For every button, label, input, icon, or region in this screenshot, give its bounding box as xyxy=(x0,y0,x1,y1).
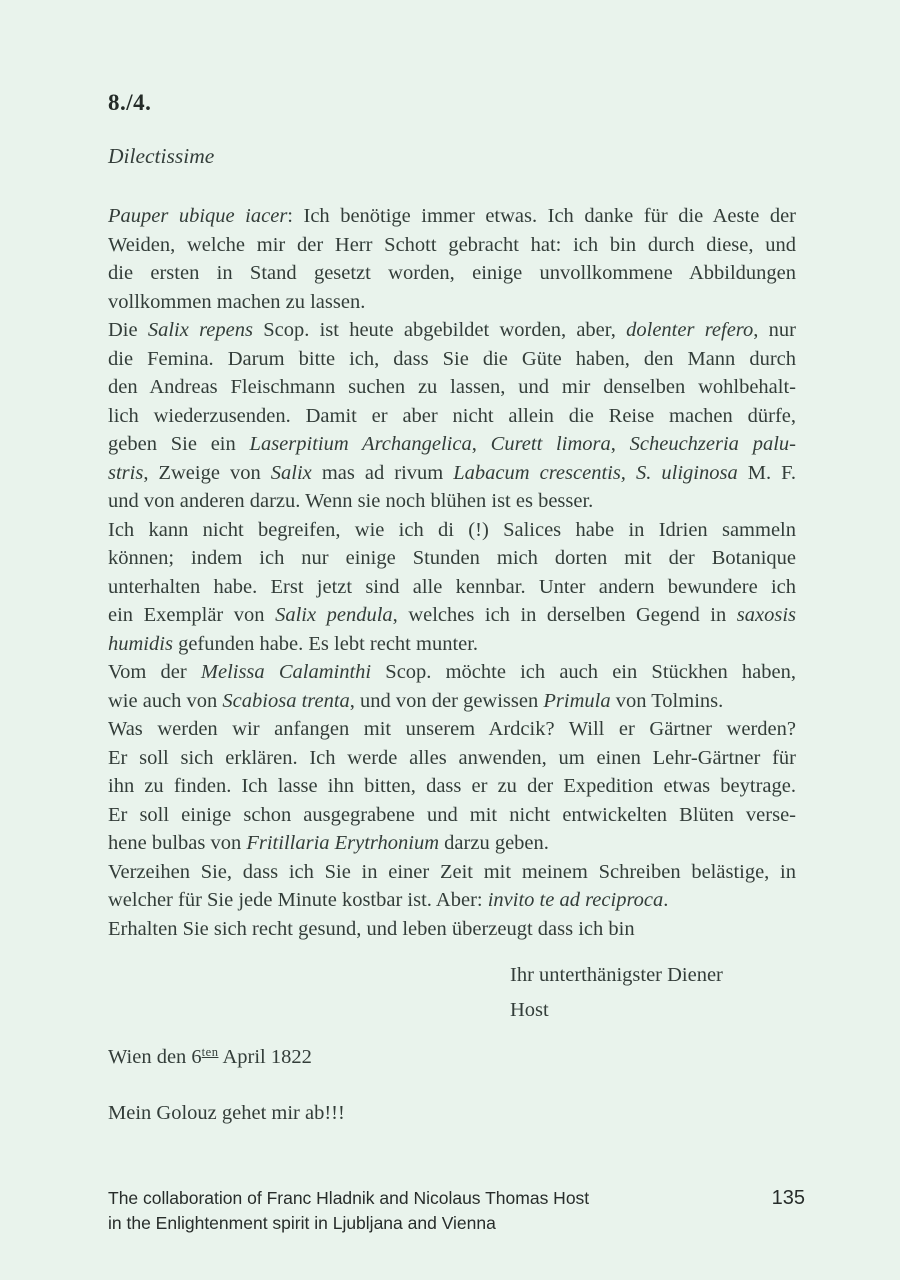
latin-term: Labacum crescentis, S. uliginosa xyxy=(453,461,738,484)
letter-line xyxy=(108,459,796,488)
letter-line xyxy=(108,858,796,887)
letter-line xyxy=(108,601,796,630)
letter-text: Die xyxy=(108,319,148,341)
letter-line xyxy=(108,772,796,801)
letter-text: ein Exemplär von xyxy=(108,604,276,626)
letter-text: mas ad rivum xyxy=(311,461,454,484)
letter-text: geben Sie ein xyxy=(108,433,250,455)
page-number: 135 xyxy=(771,1187,805,1209)
letter-text: , xyxy=(610,433,630,455)
letter-text: den Andreas Fleischmann suchen zu lassen, und mir denselben wohlbehalt- xyxy=(108,376,796,398)
letter-text: , welches ich in derselben Gegend in xyxy=(392,604,737,626)
letter-line xyxy=(108,487,796,516)
letter-text: vollkommen machen zu lassen. xyxy=(108,290,366,313)
latin-term: saxosis xyxy=(736,604,796,626)
signature-block xyxy=(510,958,723,1028)
letter-line xyxy=(108,516,796,545)
letter-text: Ich kann nicht begreifen, wie ich di (!) Salices habe in Idrien sammeln xyxy=(108,518,796,541)
letter-line xyxy=(108,345,796,374)
dateline xyxy=(108,1046,312,1069)
letter-text: können; indem ich nur einige Stunden mich dorten mit der Botanique xyxy=(108,547,796,569)
latin-term: stris xyxy=(108,461,144,484)
letter-line xyxy=(108,316,796,345)
letter-text: M. F. xyxy=(737,461,797,484)
letter-line xyxy=(108,801,796,830)
letter-line xyxy=(108,402,796,431)
latin-term: Fritillaria Erytrhonium xyxy=(246,832,440,854)
letter-line xyxy=(108,430,796,459)
letter-text: von Tolmins. xyxy=(610,689,724,712)
letter-text: Er soll einige schon ausgegrabene und mit nicht entwickelten Blüten verse- xyxy=(108,803,796,826)
letter-text: , xyxy=(471,433,491,455)
letter-salutation: Dilectissime xyxy=(108,144,215,168)
latin-term: invito te ad reciproca xyxy=(487,889,664,911)
letter-text: , nur xyxy=(753,319,796,341)
letter-text: lich wiederzusenden. Damit er aber nicht allein die Reise machen dürfe, xyxy=(108,404,796,427)
letter-text: Vom der xyxy=(108,661,201,683)
letter-text: ihn zu finden. Ich lasse ihn bitten, dass er zu der Expedition etwas beytrage. xyxy=(108,775,796,797)
letter-line xyxy=(108,829,796,858)
signature-closing: Ihr unterthänigster Diener xyxy=(510,964,723,986)
letter-text: welcher für Sie jede Minute kostbar ist. Aber: xyxy=(108,889,488,911)
page-footer xyxy=(108,1186,805,1236)
letter-text: darzu geben. xyxy=(439,832,549,854)
letter-text: wie auch von xyxy=(108,689,223,712)
dateline-text-post: April 1822 xyxy=(218,1046,312,1068)
letter-line xyxy=(108,687,796,716)
letter-line xyxy=(108,630,796,659)
letter-text: und von anderen darzu. Wenn sie noch blühen ist es besser. xyxy=(108,490,594,512)
letter-line xyxy=(108,544,796,573)
letter-line xyxy=(108,373,796,402)
letter-line xyxy=(108,202,796,231)
latin-term: Melissa Calaminthi xyxy=(200,661,372,683)
latin-term: Salix repens xyxy=(147,319,253,341)
letter-line xyxy=(108,658,796,687)
letter-text: die Femina. Darum bitte ich, dass Sie die Güte haben, den Mann durch xyxy=(108,347,796,370)
letter-text: , und von der gewissen xyxy=(349,689,544,712)
latin-term: dolenter refero xyxy=(626,319,754,341)
letter-text: . xyxy=(663,889,669,911)
footer-caption xyxy=(108,1186,589,1236)
dateline-text: Wien den 6 xyxy=(108,1046,202,1068)
letter-number-heading: 8./4. xyxy=(108,90,152,115)
letter-text: hene bulbas von xyxy=(108,832,247,854)
letter-line xyxy=(108,744,796,773)
letter-text: Verzeihen Sie, dass ich Sie in einer Zeit mit meinem Schreiben belästige, in xyxy=(108,860,796,883)
latin-term: Salix xyxy=(270,461,312,484)
letter-line xyxy=(108,288,796,317)
dateline-ordinal-suffix: ten xyxy=(201,1045,219,1059)
letter-text: die ersten in Stand gesetzt worden, einige unvollkommene Abbildungen xyxy=(108,262,796,284)
letter-line xyxy=(108,259,796,288)
letter-body xyxy=(108,202,796,943)
letter-text: Scop. ist heute abgebildet worden, aber, xyxy=(252,319,627,341)
letter-text: Was werden wir anfangen mit unserem Ardcik? Will er Gärtner werden? xyxy=(108,718,796,740)
letter-text: , Zweige von xyxy=(143,461,271,484)
letter-text: Er soll sich erklären. Ich werde alles anwenden, um einen Lehr-Gärtner für xyxy=(108,746,796,769)
latin-term: Scabiosa trenta xyxy=(222,689,350,712)
postscript-line: Mein Golouz gehet mir ab!!! xyxy=(108,1102,345,1124)
letter-line xyxy=(108,231,796,260)
latin-term: Salix pendula xyxy=(275,604,393,626)
letter-text: unterhalten habe. Erst jetzt sind alle kennbar. Unter andern bewundere ich xyxy=(108,575,796,598)
letter-text: gefunden habe. Es lebt recht munter. xyxy=(172,632,479,655)
latin-term: Scheuchzeria palu- xyxy=(629,433,796,455)
footer-caption-line-2: in the Enlightenment spirit in Ljubljana and Vienna xyxy=(108,1213,496,1233)
letter-line xyxy=(108,886,796,915)
letter-line xyxy=(108,915,796,944)
latin-term: Primula xyxy=(543,689,611,712)
letter-text: : Ich benötige immer etwas. Ich danke für die Aeste der xyxy=(287,205,796,227)
footer-caption-line-1: The collaboration of Franc Hladnik and Nicolaus Thomas Host xyxy=(108,1188,590,1208)
latin-term: Pauper ubique iacer xyxy=(108,205,288,227)
latin-term: Laserpitium Archangelica xyxy=(249,433,472,455)
latin-term: humidis xyxy=(108,632,173,655)
signature-name: Host xyxy=(510,999,549,1021)
letter-line xyxy=(108,715,796,744)
letter-text: Erhalten Sie sich recht gesund, und leben überzeugt dass ich bin xyxy=(108,917,635,940)
letter-text: Weiden, welche mir der Herr Schott gebracht hat: ich bin durch diese, und xyxy=(108,233,796,256)
letter-line xyxy=(108,573,796,602)
latin-term: Curett limora xyxy=(490,433,611,455)
letter-text: Scop. möchte ich auch ein Stückhen haben, xyxy=(371,661,796,683)
